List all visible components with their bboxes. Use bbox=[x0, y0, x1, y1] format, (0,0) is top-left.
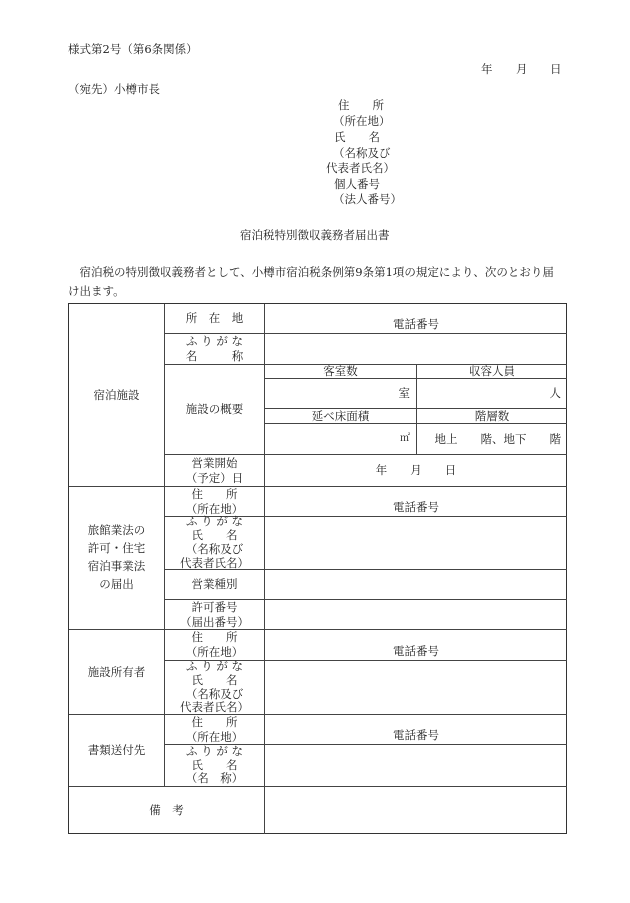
applicant-id-sub: （法人番号） bbox=[333, 192, 402, 206]
rooms-header: 客室数 bbox=[323, 364, 358, 379]
owner-name-sub-2: 代表者氏名） bbox=[180, 700, 249, 715]
capacity-unit: 人 bbox=[549, 386, 561, 401]
facility-name-text: 名 称 bbox=[185, 349, 244, 363]
license-address-text: 住 所 bbox=[191, 486, 238, 501]
license-name-text: 氏 名 bbox=[191, 528, 238, 543]
owner-name-text: 氏 名 bbox=[191, 672, 238, 687]
date-day-label: 日 bbox=[550, 62, 562, 76]
license-phone-label: 電話番号 bbox=[393, 500, 439, 515]
license-address-input[interactable] bbox=[265, 487, 567, 516]
date-month-label: 月 bbox=[516, 62, 528, 76]
applicant-name-sub1: （名称及び bbox=[333, 146, 391, 160]
business-start-label-1: 営業開始 bbox=[191, 455, 238, 470]
facility-name-input[interactable] bbox=[265, 334, 567, 364]
mailing-furigana-label: ふ り が な bbox=[186, 743, 243, 758]
owner-group-label: 施設所有者 bbox=[87, 664, 146, 679]
floors-header: 階層数 bbox=[474, 408, 510, 423]
business-type-label: 営業種別 bbox=[191, 577, 238, 592]
date-year-label: 年 bbox=[481, 62, 493, 76]
owner-furigana-label: ふ り が な bbox=[186, 658, 243, 673]
applicant-address-label: 住 所 bbox=[338, 98, 384, 112]
remarks-label: 備 考 bbox=[149, 803, 184, 818]
document-title: 宿泊税特別徴収義務者届出書 bbox=[240, 228, 390, 242]
owner-name-label bbox=[165, 658, 264, 715]
intro-paragraph bbox=[68, 263, 568, 301]
facility-phone-label: 電話番号 bbox=[393, 317, 439, 332]
license-group-line-4: の届出 bbox=[99, 576, 134, 591]
license-furigana-label: ふ り が な bbox=[186, 514, 243, 529]
mailing-address-input[interactable] bbox=[265, 715, 567, 744]
applicant-address-sub: （所在地） bbox=[333, 114, 391, 128]
rooms-unit: 室 bbox=[398, 386, 410, 401]
license-address-sub: （所在地） bbox=[185, 501, 244, 516]
capacity-header: 収容人員 bbox=[469, 364, 515, 379]
applicant-id-label: 個人番号 bbox=[334, 177, 380, 191]
mailing-name-sub: （名 称） bbox=[185, 771, 244, 786]
facility-location-label: 所 在 地 bbox=[185, 311, 244, 326]
notification-form-table bbox=[68, 303, 567, 834]
mailing-name-label bbox=[165, 745, 264, 786]
facility-location-input[interactable] bbox=[265, 304, 567, 333]
owner-name-sub-1: （名称及び bbox=[185, 686, 244, 701]
business-type-input[interactable] bbox=[265, 570, 567, 599]
floors-input[interactable] bbox=[417, 424, 567, 454]
facility-furigana-label: ふ り が な bbox=[186, 334, 243, 349]
intro-line-2: け出ます。 bbox=[68, 284, 125, 298]
owner-address-input[interactable] bbox=[265, 630, 567, 660]
form-number: 様式第2号（第6条関係） bbox=[68, 42, 198, 56]
owner-address-sub: （所在地） bbox=[185, 645, 244, 659]
facility-group-label: 宿泊施設 bbox=[93, 387, 140, 402]
remarks-input[interactable] bbox=[265, 787, 567, 834]
capacity-input[interactable] bbox=[417, 379, 567, 408]
permit-number-label-1: 許可番号 bbox=[191, 599, 238, 614]
mailing-address-sub: （所在地） bbox=[185, 729, 244, 744]
floor-area-header: 延べ床面積 bbox=[311, 408, 370, 423]
business-start-date-text: 年 月 日 bbox=[375, 463, 457, 478]
mailing-address-text: 住 所 bbox=[191, 714, 238, 729]
floors-value: 地上 階、地下 階 bbox=[434, 431, 561, 446]
applicant-name-label: 氏 名 bbox=[334, 130, 380, 144]
rooms-input[interactable] bbox=[265, 379, 416, 408]
owner-name-input[interactable] bbox=[265, 661, 567, 714]
permit-number-label-2: （届出番号） bbox=[180, 614, 249, 629]
license-name-sub-1: （名称及び bbox=[185, 542, 244, 556]
floor-area-input[interactable] bbox=[265, 424, 416, 454]
facility-overview-label: 施設の概要 bbox=[185, 402, 244, 417]
facility-name-label bbox=[165, 334, 264, 364]
license-group-line-2: 許可・住宅 bbox=[87, 541, 146, 556]
mailing-address-label bbox=[165, 715, 264, 744]
license-name-label bbox=[165, 514, 264, 570]
mailing-group-label: 書類送付先 bbox=[87, 743, 146, 758]
business-start-label-2: （予定）日 bbox=[185, 470, 244, 485]
mailing-phone-label: 電話番号 bbox=[393, 728, 439, 743]
owner-address-text: 住 所 bbox=[191, 630, 238, 645]
applicant-name-sub2: 代表者氏名） bbox=[326, 161, 395, 175]
area-unit: ㎡ bbox=[400, 432, 410, 444]
mailing-name-text: 氏 名 bbox=[191, 757, 238, 772]
mailing-name-input[interactable] bbox=[265, 745, 567, 786]
business-start-label bbox=[165, 455, 264, 486]
addressee: （宛先）小樽市長 bbox=[68, 82, 160, 96]
license-name-sub-2: 代表者氏名） bbox=[180, 555, 249, 570]
license-address-label bbox=[165, 487, 264, 516]
intro-line-1: 宿泊税の特別徴収義務者として、小樽市宿泊税条例第9条第1項の規定により、次のとおり届 bbox=[79, 265, 554, 279]
owner-address-label bbox=[165, 630, 264, 660]
permit-number-input[interactable] bbox=[265, 600, 567, 629]
business-start-date-input[interactable] bbox=[265, 455, 567, 486]
license-group-line-1: 旅館業法の bbox=[87, 523, 146, 538]
license-group-line-3: 宿泊事業法 bbox=[87, 559, 146, 573]
license-group-label bbox=[69, 487, 164, 629]
license-name-input[interactable] bbox=[265, 517, 567, 569]
permit-number-label bbox=[165, 600, 264, 629]
owner-phone-label: 電話番号 bbox=[393, 643, 439, 658]
